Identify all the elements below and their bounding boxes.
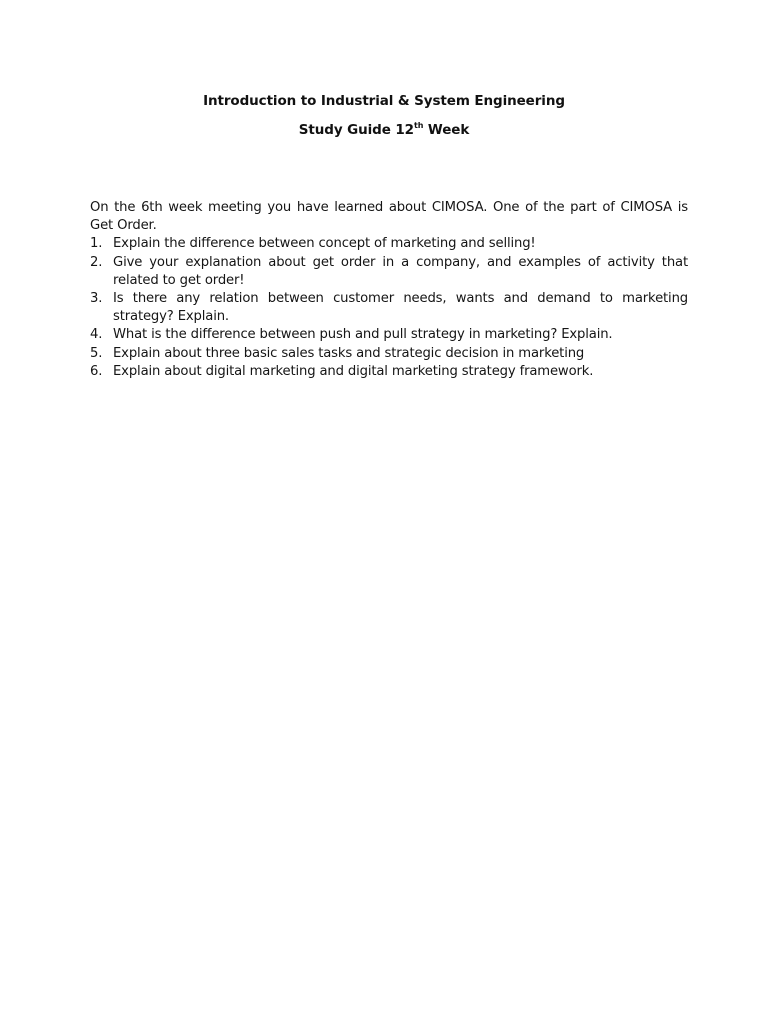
question-item (90, 345, 688, 363)
question-number: 2. (90, 254, 103, 270)
document-subtitle (0, 121, 768, 139)
question-number: 6. (90, 363, 103, 379)
question-list (90, 235, 688, 381)
question-item (90, 235, 688, 253)
question-text: Explain about three basic sales tasks and strategic decision in marketing (113, 345, 585, 361)
question-item (90, 363, 688, 381)
subtitle-suffix: Week (423, 122, 470, 138)
question-number: 3. (90, 291, 103, 307)
subtitle-main: Study Guide 12 (298, 122, 414, 138)
question-item (90, 326, 688, 344)
question-text: Give your explanation about get order in a company, and examples of activity that related to get order! (113, 254, 688, 288)
intro-paragraph: On the 6th week meeting you have learned about CIMOSA. One of the part of CIMOSA is Get Order. (90, 200, 688, 234)
question-number: 5. (90, 345, 103, 361)
subtitle-superscript: th (413, 120, 424, 130)
question-text: Explain the difference between concept of marketing and selling! (113, 236, 536, 252)
question-text: Is there any relation between customer needs, wants and demand to marketing strategy? Explain. (113, 291, 688, 325)
question-number: 4. (90, 327, 103, 343)
document-body (90, 199, 688, 381)
question-item (90, 254, 688, 290)
question-item (90, 290, 688, 326)
document-title: Introduction to Industrial & System Engineering (203, 93, 565, 109)
question-text: Explain about digital marketing and digital marketing strategy framework. (113, 363, 594, 379)
question-number: 1. (90, 236, 103, 252)
question-text: What is the difference between push and pull strategy in marketing? Explain. (113, 327, 613, 343)
